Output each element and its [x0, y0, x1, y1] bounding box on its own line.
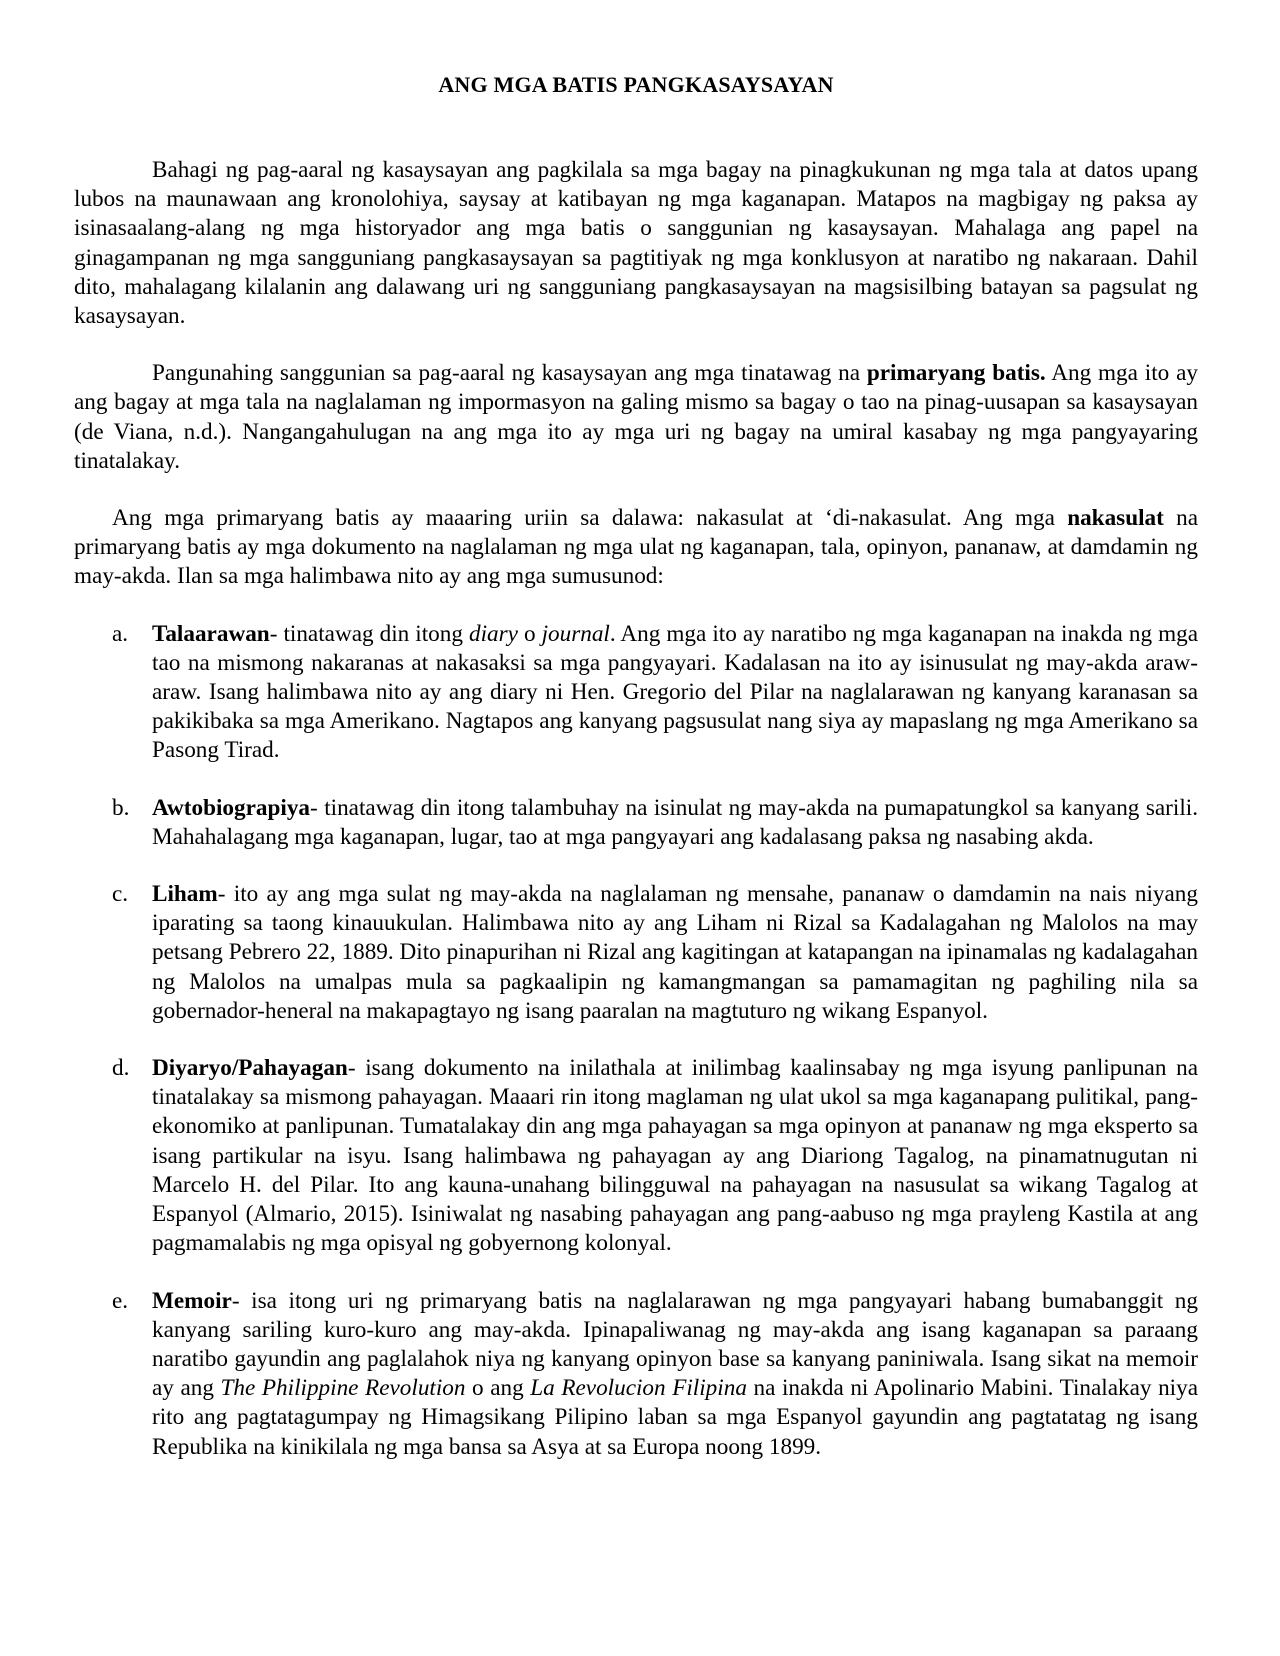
list-marker: c. [112, 881, 129, 908]
list-item-term: Memoir [152, 1287, 232, 1314]
list-item-italic: diary [468, 620, 518, 647]
list-item-liham [74, 880, 1198, 1026]
list-item-italic: journal [541, 620, 610, 647]
written-sources-paragraph [74, 504, 1198, 592]
source-type-list [74, 620, 1198, 1462]
primary-sources-paragraph [74, 359, 1198, 476]
intro-text: Bahagi ng pag-aaral ng kasaysayan ang pagkilala sa mga bagay na pinagkukunan ng mga tala at datos upang lubos na maunawaan ang kronolohiya, saysay at katibayan ng mga kaganapan. Matapos na magbigay ng paksa ay isinasaalang-alang ng mga historyador ang mga batis o sanggunian ng kasaysayan. Mahalaga ang papel na ginagampanan ng mga sangguniang pangkasaysayan sa pagtitiyak ng mga konklusyon at naratibo ng nakaraan. Dahil dito, mahalagang kilalanin ang dalawang uri ng sangguniang pangkasaysayan na magsisilbing batayan sa pagsulat ng kasaysayan. [74, 157, 1198, 330]
written-text-before: Ang mga primaryang batis ay maaaring uriin sa dalawa: nakasulat at ‘di-nakasulat. Ang mga [112, 505, 1068, 532]
list-item-text: - isa itong uri ng primaryang batis na naglalarawan ng mga pangyayari habang bumabanggit ng kanyang sariling kuro-kuro ang may-akda. Ipinapaliwanag ng may-akda ang isang kaganapan sa paraang naratibo gayundin ang paglalahok niya ng kanyang opinyon base sa kanyang paniniwala. Isang sikat na memoir ay ang [152, 1287, 1198, 1402]
list-item-italic: The Philippine Revolution [220, 1375, 466, 1402]
primary-text-after: Ang mga ito ay ang bagay at mga tala na naglalaman ng impormasyon na galing mismo sa bagay o tao na pinag-uusapan sa kasaysayan (de Viana, n.d.). Nangangahulugan na ang mga ito ay mga uri ng bagay na umiral kasabay ng mga pangyayaring tinatalakay. [74, 360, 1198, 474]
list-item-talaarawan [74, 620, 1198, 766]
document-page [74, 70, 1198, 1490]
written-term: nakasulat [1067, 505, 1164, 532]
list-marker: e. [112, 1287, 129, 1314]
list-item-text: - tinatawag din itong talambuhay na isinulat ng may-akda na pumapatungkol sa kanyang sarili. Mahahalagang mga kaganapan, lugar, tao at mga pangyayari ang kadalasang paksa ng nasabing akda. [152, 794, 1198, 850]
list-item-text: na inakda ni Apolinario Mabini. Tinalakay niya rito ang pagtatagumpay ng Himagsikang Pilipino laban sa mga Espanyol gayundin ang pagtatatag ng isang Republika na kinikilala ng mga bansa sa Asya at sa Europa noong 1899. [152, 1375, 1198, 1460]
primary-term: primaryang batis. [866, 360, 1046, 387]
list-item-awtobiograpiya [74, 794, 1198, 852]
intro-paragraph [74, 156, 1198, 331]
list-item-term: Awtobiograpiya [152, 794, 311, 821]
list-item-text: . Ang mga ito ay naratibo ng mga kaganapan na inakda ng mga tao na mismong nakaranas at nakasaksi sa mga pangyayari. Kadalasan na ito ay isinusulat ng may-akda araw-araw. Isang halimbawa nito ay ang diary ni Hen. Gregorio del Pilar na naglalarawan ng kanyang karanasan sa pakikibaka sa mga Amerikano. Nagtapos ang kanyang pagsusulat nang siya ay mapaslang ng mga Amerikano sa Pasong Tirad. [152, 620, 1198, 764]
written-text-after: na primaryang batis ay mga dokumento na naglalaman ng mga ulat ng kaganapan, tala, opinyon, pananaw, at damdamin ng may-akda. Ilan sa mga halimbawa nito ay ang mga sumusunod: [74, 505, 1198, 590]
list-item-term: Diyaryo/Pahayagan [152, 1055, 348, 1082]
list-item-text: o ang [465, 1375, 531, 1402]
list-item-text: - ito ay ang mga sulat ng may-akda na naglalaman ng mensahe, pananaw o damdamin na nais niyang iparating sa taong kinauukulan. Halimbawa nito ay ang Liham ni Rizal sa Kadalagahan ng Malolos na may petsang Pebrero 22, 1889. Dito pinapurihan ni Rizal ang kagitingan at katapangan na ipinamalas ng kadalagahan ng Malolos na umalpas mula sa pagkaalipin ng kamangmangan sa pamamagitan ng paghiling nila sa gobernador-heneral na makapagtayo ng isang paaralan na magtuturo ng wikang Espanyol. [152, 881, 1198, 1024]
list-item-text: - isang dokumento na inilathala at inilimbag kaalinsabay ng mga isyung panlipunan na tinatalakay sa mismong pahayagan. Maaari rin itong maglaman ng ulat ukol sa mga kaganapang pulitikal, pang-ekonomiko at panlipunan. Tumatalakay din ang mga pahayagan sa mga opinyon at pananaw ng mga eksperto sa isang partikular na isyu. Isang halimbawa ng pahayagan ay ang Diariong Tagalog, na pinamatnugutan ni Marcelo H. del Pilar. Ito ang kauna-unahang bilingguwal na pahayagan na nasusulat sa wikang Tagalog at Espanyol (Almario, 2015). Isiniwalat ng nasabing pahayagan ang pang-aabuso ng mga prayleng Kastila at ang pagmamalabis ng mga opisyal ng gobyernong kolonyal. [152, 1055, 1198, 1257]
list-item-italic: La Revolucion Filipina [530, 1375, 747, 1402]
list-marker: d. [112, 1055, 130, 1082]
list-item-diyaryo [74, 1054, 1198, 1258]
list-item-term: Liham [152, 881, 218, 908]
list-item-memoir [74, 1287, 1198, 1462]
list-item-term: Talaarawan [152, 620, 270, 647]
list-marker: b. [112, 794, 130, 821]
page-title: ANG MGA BATIS PANGKASAYSAYAN [438, 72, 834, 97]
primary-text-before: Pangunahing sanggunian sa pag-aaral ng kasaysayan ang mga tinatawag na [152, 360, 867, 387]
list-item-text: - tinatawag din itong [269, 620, 469, 647]
list-item-text: o [517, 620, 542, 647]
list-marker: a. [112, 620, 129, 647]
